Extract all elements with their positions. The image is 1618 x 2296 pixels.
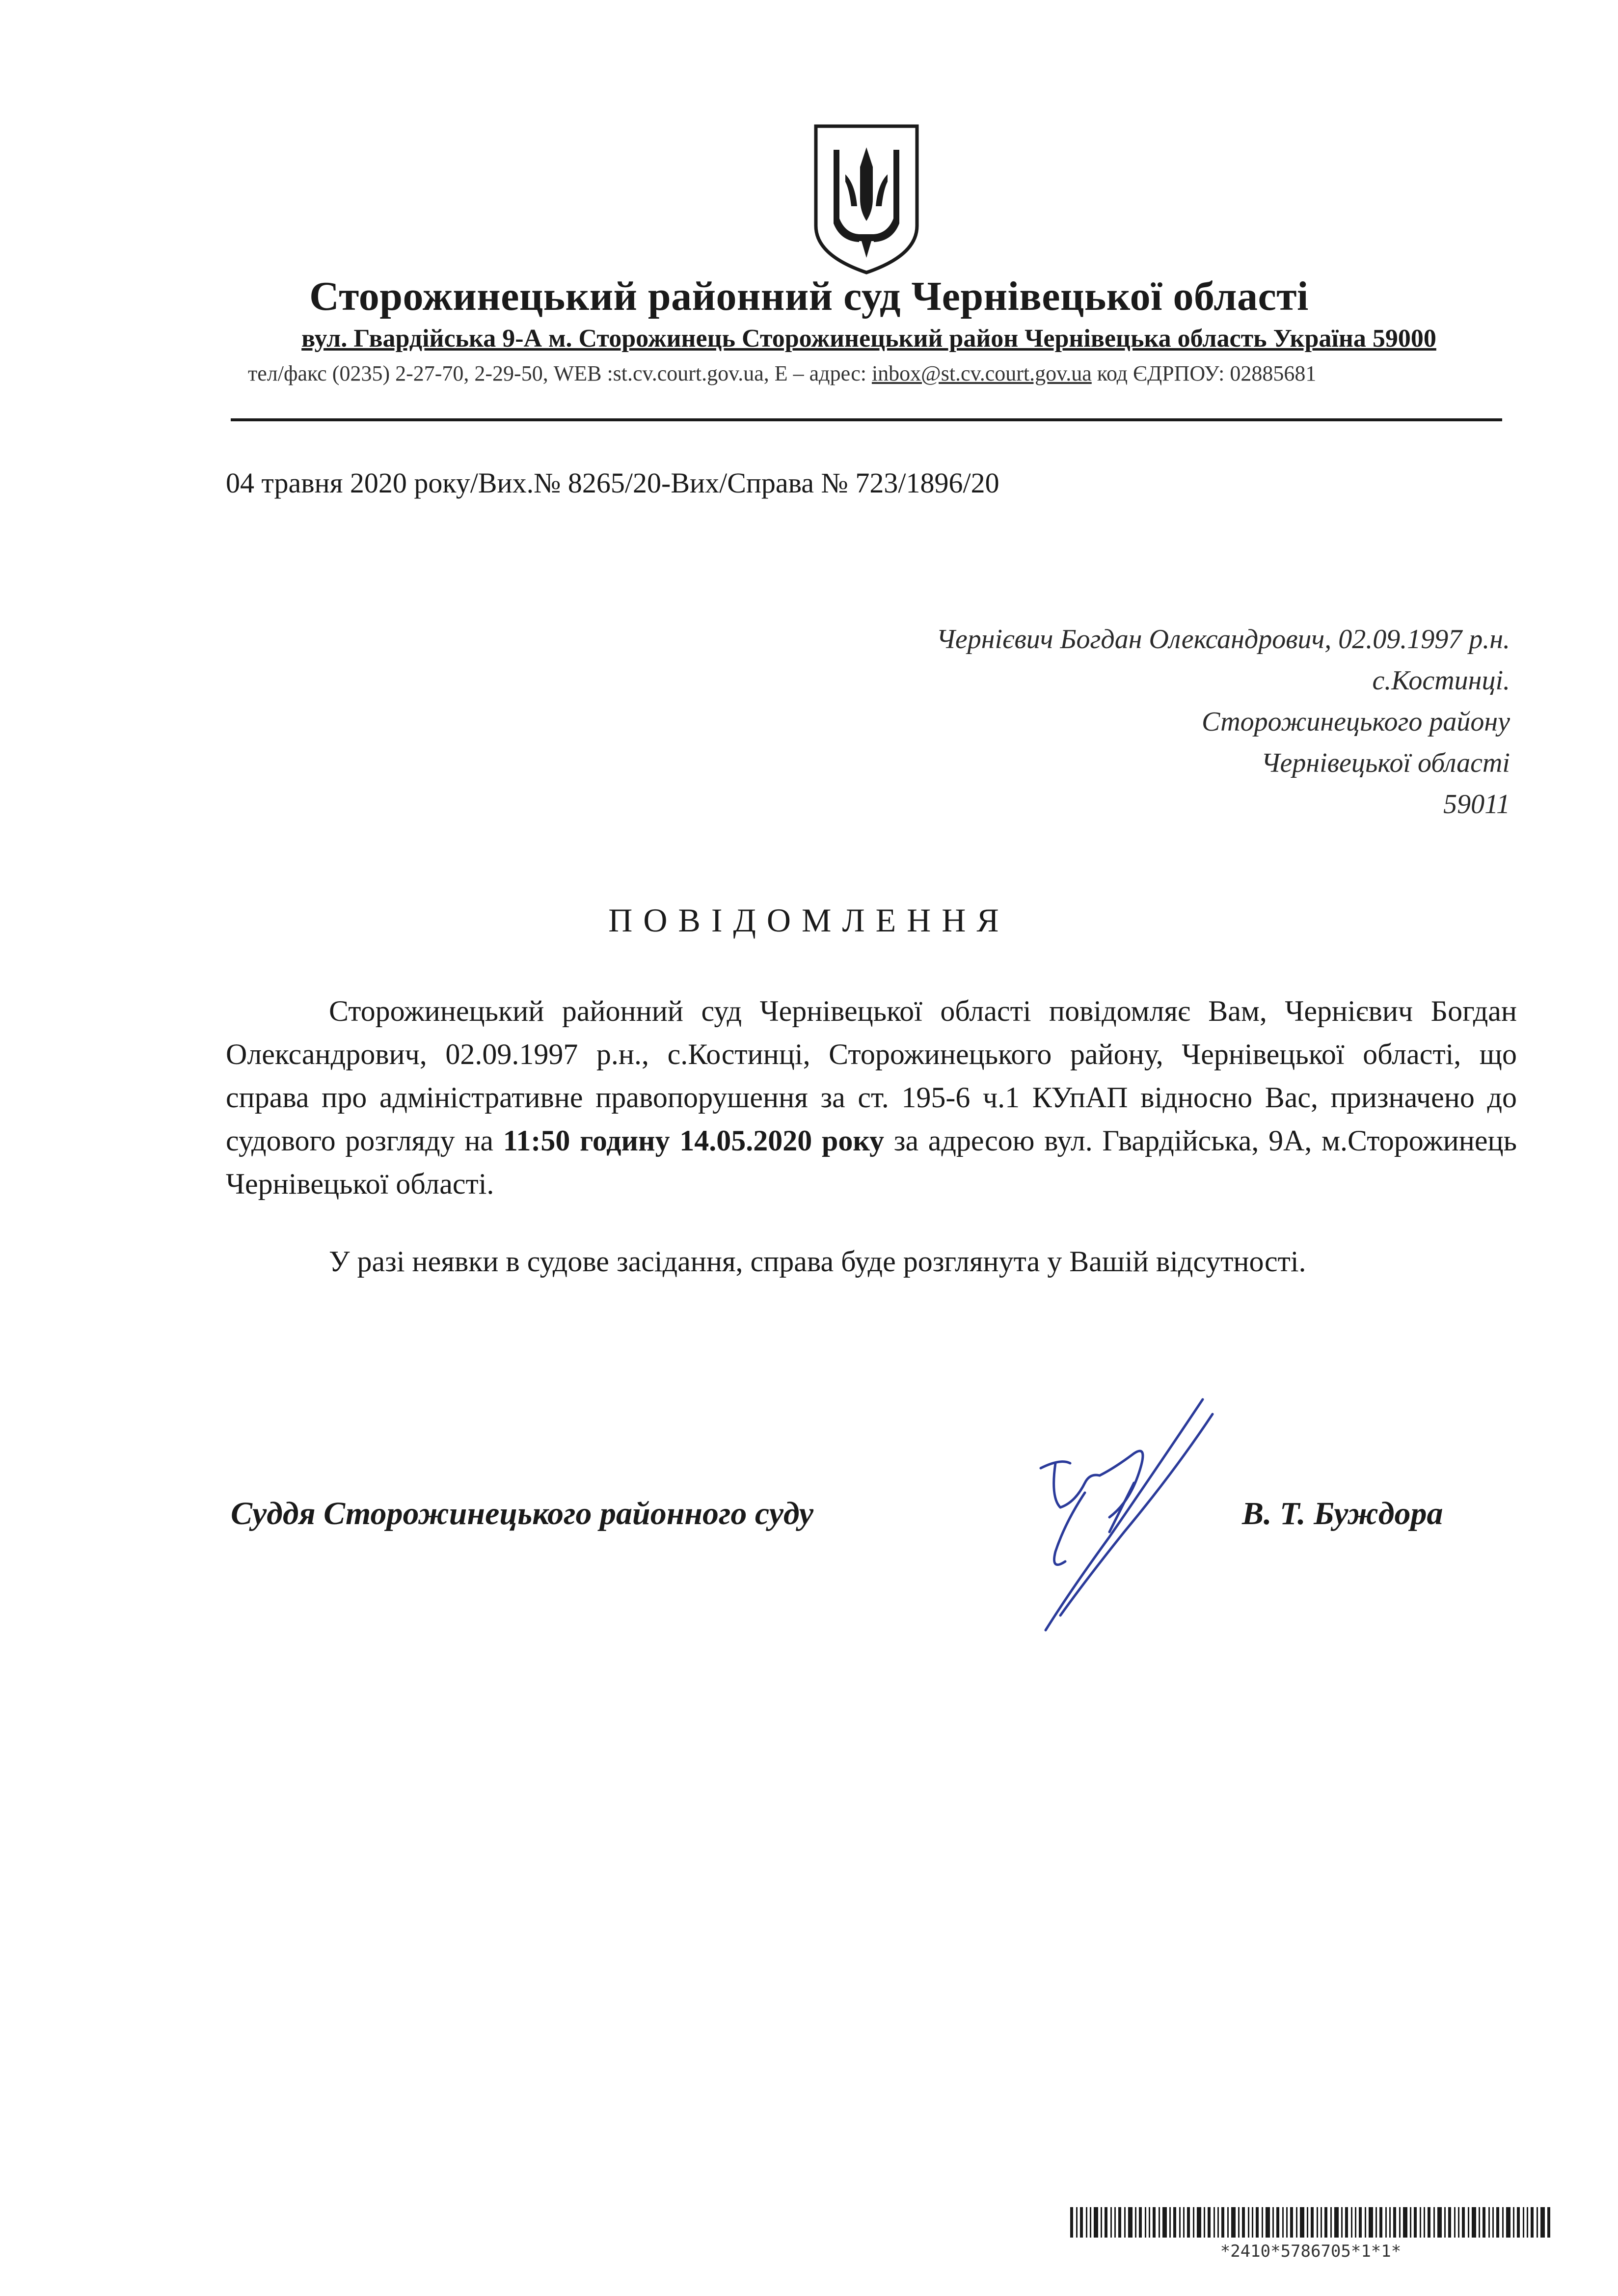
notice-paragraph: У разі неявки в судове засідання, справа буде розглянута у Вашій відсутності. [329, 1245, 1306, 1278]
recipient-block [675, 619, 1510, 825]
handwritten-signature [987, 1385, 1242, 1640]
notice-paragraph [226, 989, 1517, 1205]
contacts-suffix: код ЄДРПОУ: 02885681 [1091, 361, 1317, 385]
notice-body [226, 989, 1517, 1283]
recipient-line: Чернівецької області [1261, 748, 1510, 778]
contacts-prefix: тел/факс (0235) 2-27-70, 2-29-50, WEB :st.cv.court.gov.ua, E – адрес: [248, 361, 872, 385]
court-name: Сторожинецький районний суд Чернівецької області [309, 273, 1309, 319]
ukraine-trident-emblem-icon [810, 120, 923, 277]
barcode-number: *2410*5786705*1*1* [1220, 2241, 1402, 2261]
paragraph-text: Сторожинецький районний суд Чернівецької області повідомляє Вам, Чернієвич Богдан Олександрович, 02.09.1997 р.н., с.Костинці, Сторожинецького району, Чернівецької області, що справа про адміністративне правопорушення за ст. 195-6 ч.1 КУпАП відносно Вас, призначено до судового розгляду на [226, 995, 1517, 1157]
recipient-line: Чернієвич Богдан Олександрович, 02.09.1997 р.н. [936, 624, 1510, 655]
recipient-line: Сторожинецького району [1202, 707, 1510, 737]
court-address: вул. Гвардійська 9-А м. Сторожинець Сторожинецький район Чернівецька область Україна 59000 [301, 325, 1436, 353]
paragraph-text: за адресою вул. Гвардійська, 9А, м.Сторожинець Чернівецької області. [226, 1124, 1517, 1200]
court-contacts [248, 361, 1495, 386]
recipient-line: 59011 [1443, 789, 1510, 820]
outgoing-number-line: 04 травня 2020 року/Вих.№ 8265/20-Вих/Справа № 723/1896/20 [226, 467, 999, 499]
barcode-icon [1070, 2207, 1551, 2238]
email-link[interactable]: inbox@st.cv.court.gov.ua [871, 361, 1092, 385]
header-divider [231, 418, 1502, 421]
recipient-line: с.Костинці. [1372, 665, 1510, 696]
document-title: ПОВІДОМЛЕННЯ [608, 902, 1010, 939]
judge-name: В. Т. Буждора [1242, 1496, 1443, 1531]
signatory-title: Суддя Сторожинецького районного суду [231, 1496, 814, 1531]
hearing-datetime: 11:50 годину 14.05.2020 року [503, 1124, 885, 1157]
